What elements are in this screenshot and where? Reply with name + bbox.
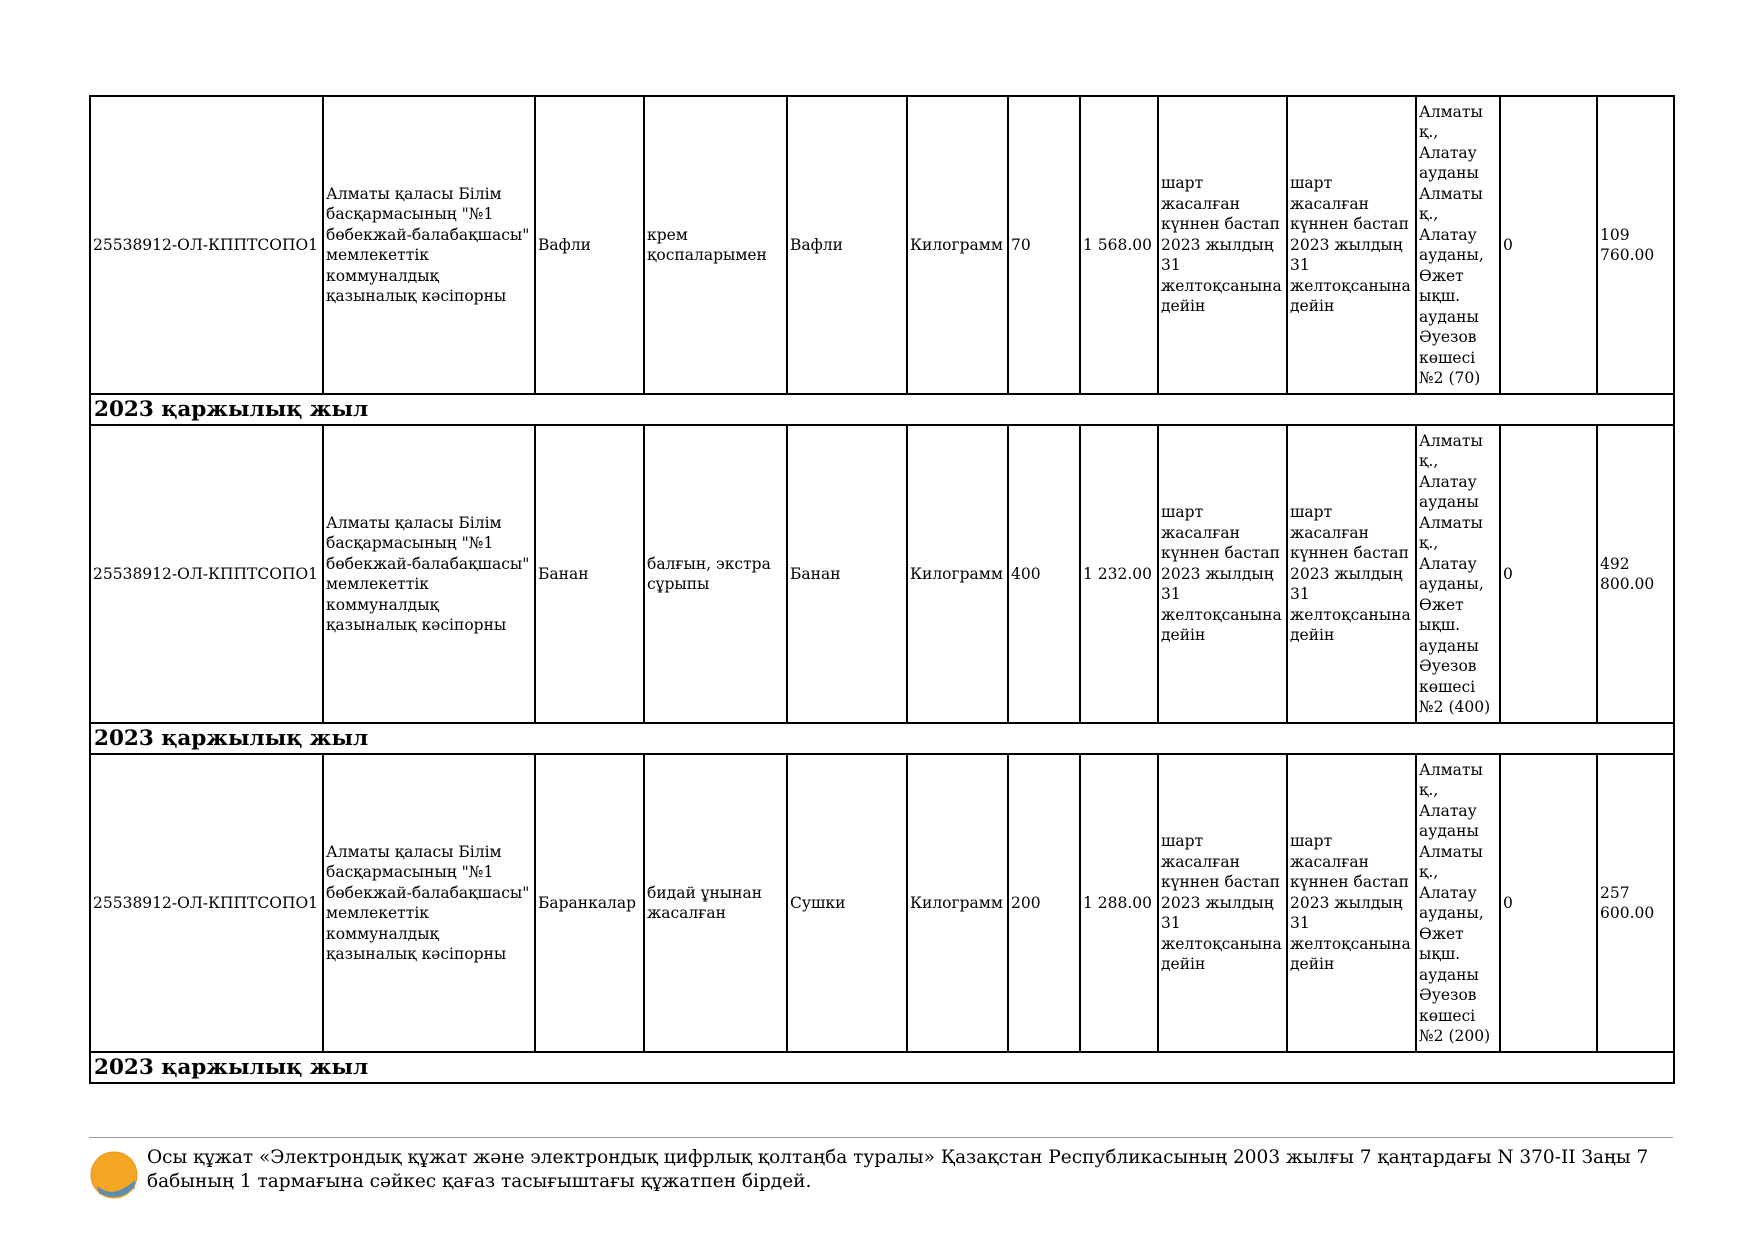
advance-cell: 0 — [1500, 425, 1597, 723]
price-cell: 1 568.00 — [1080, 96, 1158, 394]
price-cell: 1 232.00 — [1080, 425, 1158, 723]
delivery-place-cell: Алматы қ., Алатау ауданы Алматы қ., Алатау ауданы, Өжет ықш. ауданы Әуезов көшесі №2 (400) — [1416, 425, 1500, 723]
term-end-cell: шарт жасалған күннен бастап 2023 жылдың 31 желтоқсанына дейін — [1287, 425, 1416, 723]
customer-cell: Алматы қаласы Білім басқармасының "№1 бөбекжай-балабақшасы" мемлекеттік коммуналдық қазыналық кәсіпорны — [323, 96, 535, 394]
advance-cell: 0 — [1500, 96, 1597, 394]
term-start-cell: шарт жасалған күннен бастап 2023 жылдың 31 желтоқсанына дейін — [1158, 96, 1287, 394]
delivery-place-cell: Алматы қ., Алатау ауданы Алматы қ., Алатау ауданы, Өжет ықш. ауданы Әуезов көшесі №2 (200) — [1416, 754, 1500, 1052]
sum-cell: 257 600.00 — [1597, 754, 1674, 1052]
document-footer — [89, 1137, 1673, 1200]
financial-year-label: 2023 қаржылық жыл — [90, 1052, 1674, 1083]
term-start-cell: шарт жасалған күннен бастап 2023 жылдың 31 желтоқсанына дейін — [1158, 425, 1287, 723]
table-row — [90, 96, 1674, 394]
item-name-cell: Баранкалар — [535, 754, 644, 1052]
term-end-cell: шарт жасалған күннен бастап 2023 жылдың 31 желтоқсанына дейін — [1287, 96, 1416, 394]
year-row — [90, 394, 1674, 425]
egov-logo-icon — [89, 1150, 139, 1200]
item-name-ru-cell: Банан — [787, 425, 907, 723]
item-name-ru-cell: Сушки — [787, 754, 907, 1052]
table-row — [90, 754, 1674, 1052]
procurement-plan-table — [89, 95, 1675, 1084]
financial-year-label: 2023 қаржылық жыл — [90, 394, 1674, 425]
plan-code-cell: 25538912-ОЛ-КППТСОПО1 — [90, 96, 323, 394]
item-name-cell: Банан — [535, 425, 644, 723]
item-name-cell: Вафли — [535, 96, 644, 394]
customer-cell: Алматы қаласы Білім басқармасының "№1 бөбекжай-балабақшасы" мемлекеттік коммуналдық қазыналық кәсіпорны — [323, 425, 535, 723]
unit-cell: Килограмм — [907, 425, 1008, 723]
quantity-cell: 70 — [1008, 96, 1080, 394]
term-start-cell: шарт жасалған күннен бастап 2023 жылдың 31 желтоқсанына дейін — [1158, 754, 1287, 1052]
sum-cell: 109 760.00 — [1597, 96, 1674, 394]
characteristic-cell: бидай ұнынан жасалған — [644, 754, 787, 1052]
year-row — [90, 1052, 1674, 1083]
footer-legal-text: Осы құжат «Электрондық құжат және электрондық цифрлық қолтаңба туралы» Қазақстан Республикасының 2003 жылғы 7 қаңтардағы N 370-II Заңы 7 бабының 1 тармағына сәйкес қағаз тасығыштағы құжатпен бірдей. — [147, 1147, 1649, 1192]
table-row — [90, 425, 1674, 723]
year-row — [90, 723, 1674, 754]
item-name-ru-cell: Вафли — [787, 96, 907, 394]
plan-code-cell: 25538912-ОЛ-КППТСОПО1 — [90, 425, 323, 723]
term-end-cell: шарт жасалған күннен бастап 2023 жылдың 31 желтоқсанына дейін — [1287, 754, 1416, 1052]
delivery-place-cell: Алматы қ., Алатау ауданы Алматы қ., Алатау ауданы, Өжет ықш. ауданы Әуезов көшесі №2 (70) — [1416, 96, 1500, 394]
price-cell: 1 288.00 — [1080, 754, 1158, 1052]
quantity-cell: 200 — [1008, 754, 1080, 1052]
characteristic-cell: балғын, экстра сұрыпы — [644, 425, 787, 723]
unit-cell: Килограмм — [907, 96, 1008, 394]
advance-cell: 0 — [1500, 754, 1597, 1052]
unit-cell: Килограмм — [907, 754, 1008, 1052]
plan-code-cell: 25538912-ОЛ-КППТСОПО1 — [90, 754, 323, 1052]
characteristic-cell: крем қоспаларымен — [644, 96, 787, 394]
financial-year-label: 2023 қаржылық жыл — [90, 723, 1674, 754]
customer-cell: Алматы қаласы Білім басқармасының "№1 бөбекжай-балабақшасы" мемлекеттік коммуналдық қазыналық кәсіпорны — [323, 754, 535, 1052]
quantity-cell: 400 — [1008, 425, 1080, 723]
sum-cell: 492 800.00 — [1597, 425, 1674, 723]
